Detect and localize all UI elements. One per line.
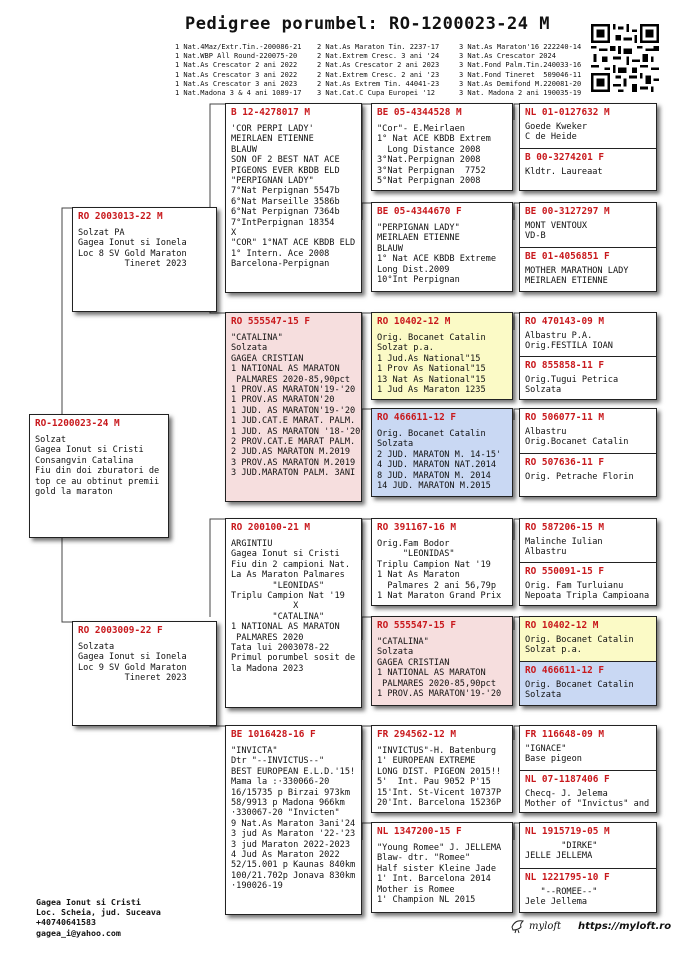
ring-number: RO 506077-11 M <box>525 412 605 423</box>
pigeon-logo-icon <box>510 918 526 934</box>
pigeon-details: Orig. Petrache Florin <box>525 472 634 482</box>
pigeon-details: Orig. Bocanet Catalin Solzat p.a. 1 Jud.As National"15 1 Prov As National"15 13 Nat As National"15 1 Jud As Maraton 1235 <box>377 333 486 396</box>
ring-number: RO 470143-09 M <box>525 316 605 327</box>
ancestor-male[interactable] <box>520 726 656 770</box>
pigeon-details: "INVICTUS"-H. Batenburg 1' EUROPEAN EXTREME LONG DIST. PIGEON 2015!! 5' Int. Pau 9052 P'15 15'Int. St-Vicent 10737P 20'Int. Barcelona 15236P <box>377 746 502 809</box>
page-title: Pedigree porumbel: RO-1200023-24 M <box>185 14 550 34</box>
ring-number: RO 2003013-22 M <box>78 211 163 222</box>
myloft-logo <box>510 918 561 934</box>
ring-number: RO 200100-21 M <box>231 522 311 533</box>
pigeon-details: 'COR PERPI LADY' MEIRLAEN ETIENNE BLAUW SON OF 2 BEST NAT ACE PIGEONS EVER KBDB ELD "PERPIGNAN LADY" 7°Nat Perpignan 5547b 6°Nat Marseille 3586b 6°Nat Perpignan 7364b 7°IntPerpignan 18354 X "COR" 1°NAT ACE KBDB ELD 1° Intern. Ace 2008 Barcelona-Perpignan <box>231 124 356 270</box>
pigeon-details: "CATALINA" Solzata GAGEA CRISTIAN 1 NATIONAL AS MARATON PALMARES 2020-85,90pct 1 PROV.AS MARATON'19-'20 <box>377 637 502 700</box>
great-grandparent-card-4[interactable] <box>371 408 513 497</box>
ring-number: RO 466611-12 F <box>525 665 605 676</box>
ring-number: FR 294562-12 M <box>377 729 457 740</box>
grandparent-card-4[interactable] <box>225 725 362 915</box>
pigeon-details: "PERPIGNAN LADY" MEIRLAEN ETIENNE BLAUW 1° Nat ACE KBDB Extreme Long Dist.2009 10°Int Perpignan <box>377 223 496 286</box>
great-grandparent-card-6[interactable] <box>371 616 513 706</box>
pigeon-details: Kldtr. Laureaat <box>525 167 603 177</box>
ancestor-pair-card-8[interactable] <box>519 822 657 913</box>
ring-number: RO 550091-15 F <box>525 566 605 577</box>
ancestor-male[interactable] <box>520 313 656 356</box>
ring-number: RO 507636-11 F <box>525 457 605 468</box>
pigeon-details: Orig. Bocanet Catalin Solzata 2 JUD. MARATON M. 14-15' 4 JUD. MARATON NAT.2014 8 JUD. MARATON M. 2014 14 JUD. MARATON M.2015 <box>377 429 502 492</box>
pigeon-details: "Young Romee" J. JELLEMA Blaw- dtr. "Romee" Half sister Kleine Jade 1' Int. Barcelona 2014 Mother is Romee 1' Champion NL 2015 <box>377 843 502 906</box>
ring-number: RO 855858-11 F <box>525 360 605 371</box>
ancestor-pair-card-5[interactable] <box>519 518 657 606</box>
pigeon-details: "Cor"- E.Meirlaen 1° Nat ACE KBDB Extrem Long Distance 2008 3°Nat.Perpignan 2008 3°Nat Perpignan 7752 5°Nat Perpignan 2008 <box>377 124 491 187</box>
ancestor-pair-card-2[interactable] <box>519 202 657 292</box>
ring-number: BE 1016428-16 F <box>231 729 316 740</box>
ring-number: RO 555547-15 F <box>231 316 311 327</box>
pigeon-details: Solzat Gagea Ionut si Cristi Consangvin Catalina Fiu din doi zburatori de top ce au obtinut premii gold la maraton <box>35 435 160 498</box>
pigeon-details: Orig. Bocanet Catalin Solzata <box>525 680 634 701</box>
ancestor-pair-card-4[interactable] <box>519 408 657 497</box>
ancestor-pair-card-6[interactable] <box>519 616 657 706</box>
pigeon-details: Solzat PA Gagea Ionut si Ionela Loc 8 SV Gold Maraton Tineret 2023 <box>78 228 187 270</box>
ancestor-female[interactable] <box>520 868 656 913</box>
ancestor-pair-card-7[interactable] <box>519 725 657 813</box>
grandparent-card-2[interactable] <box>225 312 362 502</box>
ancestor-female[interactable] <box>520 148 656 191</box>
ring-number: RO 466611-12 F <box>377 412 457 423</box>
ring-number: BE 05-4344528 M <box>377 107 462 118</box>
ancestor-pair-card-3[interactable] <box>519 312 657 400</box>
pigeon-details: Orig.Fam Bodor "LEONIDAS" Triplu Campion Nat '19 1 Nat As Maraton Palmares 2 ani 56,79p 1 Nat Maraton Grand Prix <box>377 539 502 602</box>
ancestor-male[interactable] <box>520 617 656 661</box>
pigeon-details: Albastru Orig.Bocanet Catalin <box>525 427 629 448</box>
ring-number: NL 01-0127632 M <box>525 107 610 118</box>
ring-number: RO-1200023-24 M <box>35 418 120 429</box>
results-column-2: 2 Nat.As Maraton Tin. 2237-17 2 Nat.Extrem Cresc. 3 ani '24 2 Nat.As Crescator 2 ani 2023 2 Nat.Extrem Cresc. 2 ani '23 2 Nat.As Extrem Tin. 44041-23 3 Nat.Cat.C Cupa Europei '12 <box>317 43 440 98</box>
ancestor-female[interactable] <box>520 661 656 706</box>
ring-number: BE 00-3127297 M <box>525 206 610 217</box>
ancestor-male[interactable] <box>520 519 656 562</box>
logo-text: myloft <box>529 920 562 932</box>
grandparent-card-1[interactable] <box>225 103 362 293</box>
results-column-1: 1 Nat.4Maz/Extr.Tin.-200086-21 1 Nat.WBP All Round-220075-20 1 Nat.As Crescator 2 ani 2022 1 Nat.As Crescator 3 ani 2022 1 Nat.As Crescator 3 ani 2023 1 Nat.Madona 3 & 4 ani 1089-17 <box>175 43 302 98</box>
pigeon-details: MONT VENTOUX VD-B <box>525 221 588 242</box>
pigeon-details: Checq- J. Jelema Mother of "Invictus" and <box>525 789 650 810</box>
pigeon-details: Albastru P.A. Orig.FESTILA IOAN <box>525 331 613 352</box>
great-grandparent-card-2[interactable] <box>371 202 513 292</box>
ancestor-male[interactable] <box>520 203 656 247</box>
great-grandparent-card-1[interactable] <box>371 103 513 191</box>
ring-number: BE 01-4056851 F <box>525 251 610 262</box>
pigeon-details: Orig.Tugui Petrica Solzata <box>525 375 619 396</box>
pigeon-details: Solzata Gagea Ionut si Ionela Loc 9 SV Gold Maraton Tineret 2023 <box>78 642 187 684</box>
sire-card[interactable] <box>72 207 217 312</box>
pigeon-details: "DIRKE" JELLE JELLEMA <box>525 841 598 862</box>
dam-card[interactable] <box>72 621 217 726</box>
ring-number: RO 587206-15 M <box>525 522 605 533</box>
ancestor-female[interactable] <box>520 770 656 813</box>
great-grandparent-card-3[interactable] <box>371 312 513 400</box>
great-grandparent-card-5[interactable] <box>371 518 513 606</box>
ring-number: RO 391167-16 M <box>377 522 457 533</box>
pigeon-details: MOTHER MARATHON LADY MEIRLAEN ETIENNE <box>525 266 629 287</box>
pigeon-details: Orig. Bocanet Catalin Solzat p.a. <box>525 635 634 656</box>
ancestor-female[interactable] <box>520 356 656 400</box>
ring-number: RO 10402-12 M <box>377 316 451 327</box>
results-column-3: 3 Nat.As Maraton'16 222240-14 3 Nat.As Crescator 2024 3 Nat.Fond Palm.Tin.240033-16 3 Nat.Fond Tineret 509046-11 3 Nat.As Demifond M.220081-20 3 Nat. Madona 2 ani 190035-19 <box>459 43 582 98</box>
great-grandparent-card-7[interactable] <box>371 725 513 813</box>
ancestor-female[interactable] <box>520 562 656 606</box>
grandparent-card-3[interactable] <box>225 518 362 708</box>
ring-number: RO 555547-15 F <box>377 620 457 631</box>
ring-number: RO 2003009-22 F <box>78 625 163 636</box>
ring-number: NL 1347200-15 F <box>377 826 462 837</box>
subject-pigeon-card[interactable] <box>29 414 169 538</box>
great-grandparent-card-8[interactable] <box>371 822 513 913</box>
ring-number: FR 116648-09 M <box>525 729 605 740</box>
ring-number: NL 1221795-10 F <box>525 872 610 883</box>
ring-number: B 00-3274201 F <box>525 152 605 163</box>
pigeon-details: Orig. Fam Turluianu Nepoata Tripla Campioana <box>525 581 650 602</box>
ancestor-male[interactable] <box>520 104 656 148</box>
ancestor-female[interactable] <box>520 453 656 497</box>
ring-number: RO 10402-12 M <box>525 620 599 631</box>
pigeon-details: "CATALINA" Solzata GAGEA CRISTIAN 1 NATIONAL AS MARATON PALMARES 2020-85,90pct 1 PROV.AS MARATON'19-'20 1 PROV.AS MARATON'20 1 JUD. AS MARATON'19-'20 1 JUD.CAT.E MARAT. PALM. 1 JUD. AS MARATON '18-'20 2 PROV.CAT.E MARAT PALM. 2 JUD.AS MARATON M.2019 3 PROV.AS MARATON M.2019 3 JUD.MARATON PALM. 3ANI <box>231 333 361 479</box>
ancestor-pair-card-1[interactable] <box>519 103 657 191</box>
ring-number: NL 07-1187406 F <box>525 774 610 785</box>
pigeon-details: "INVICTA" Dtr "--INVICTUS--" BEST EUROPEAN E.L.D.'15! Mama la :·330066-20 16/15735 p Birzai 973km 58/9913 p Madona 966km ·330067-20 "Invicten" 9 Nat.As Maraton 3ani'24 3 jud As Maraton '22-'23 3 jud Maraton 2022-2023 4 Jud As Maraton 2022 52/15.001 p Kaunas 840km 100/21.702p Jonava 830km ·190026-19 <box>231 746 356 892</box>
ancestor-female[interactable] <box>520 247 656 292</box>
ring-number: B 12-4278017 M <box>231 107 311 118</box>
ring-number: NL 1915719-05 M <box>525 826 610 837</box>
ring-number: BE 05-4344670 F <box>377 206 462 217</box>
pigeon-details: "--ROMEE--" Jele Jellema <box>525 887 598 908</box>
ancestor-male[interactable] <box>520 823 656 868</box>
breeder-contact: Gagea Ionut si Cristi Loc. Scheia, jud. Suceava +40740641583 gagea_i@yahoo.com <box>36 897 161 938</box>
pigeon-details: Malinche Iulian Albastru <box>525 537 603 558</box>
pigeon-details: Goede Kweker C de Heide <box>525 122 588 143</box>
pigeon-details: ARGINTIU Gagea Ionut si Cristi Fiu din 2 campioni Nat. La As Maraton Palmares "LEONIDAS" Triplu Campion Nat '19 X "CATALINA" 1 NATIONAL AS MARATON PALMARES 2020 Tata lui 2003078-22 Primul porumbel sosit de la Madona 2023 <box>231 539 356 674</box>
pigeon-details: "IGNACE" Base pigeon <box>525 744 582 765</box>
website-link[interactable]: https://myloft.ro <box>578 921 672 932</box>
ancestor-male[interactable] <box>520 409 656 453</box>
